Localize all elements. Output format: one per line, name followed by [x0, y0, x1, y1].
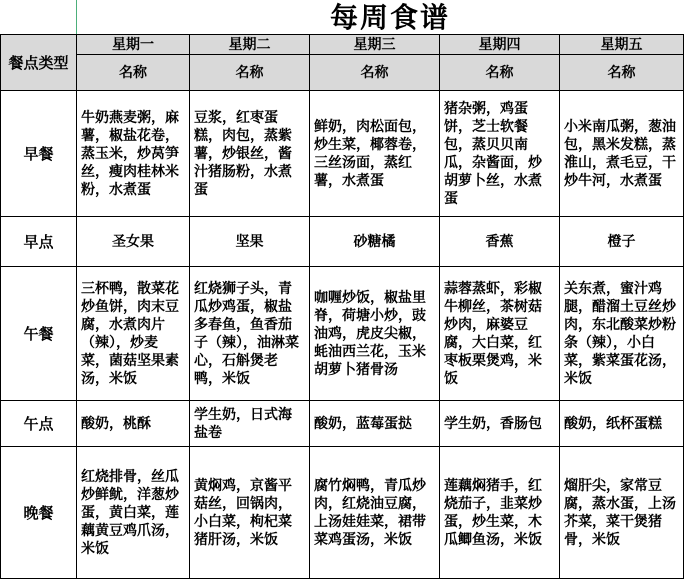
- day-header-tue: 星期二: [190, 35, 310, 55]
- menu-cell: 熘肝尖，家常豆腐，蒸水蛋，上汤芥菜，菜干煲猪骨，米饭: [560, 447, 684, 579]
- breakfast-row: [1, 91, 684, 217]
- name-header-row: [1, 55, 684, 91]
- name-header: 名称: [190, 55, 310, 91]
- meal-label-morning-snack: 早点: [1, 217, 77, 267]
- menu-cell: 橙子: [560, 217, 684, 267]
- meal-label-afternoon-snack: 午点: [1, 401, 77, 447]
- day-header-row: [1, 35, 684, 55]
- menu-cell: 小米南瓜粥，葱油包，黑米发糕，蒸淮山，煮毛豆，干炒牛河，水煮蛋: [560, 91, 684, 217]
- menu-cell: 学生奶，日式海盐卷: [190, 401, 310, 447]
- meal-label-dinner: 晚餐: [1, 447, 77, 579]
- menu-cell: 学生奶，香肠包: [440, 401, 560, 447]
- menu-cell: 关东煮，蜜汁鸡腿，醋溜土豆丝炒肉，东北酸菜炒粉条（辣），小白菜，紫菜蛋花汤，米饭: [560, 267, 684, 401]
- menu-cell: 三杯鸭，散菜花炒鱼饼，肉末豆腐，水煮肉片（辣），炒麦菜，菌菇坚果素汤，米饭: [77, 267, 190, 401]
- menu-cell: 鲜奶，肉松面包，炒生菜，椰蓉卷，三丝汤面，蒸红薯，水煮蛋: [310, 91, 440, 217]
- menu-cell: 猪杂粥，鸡蛋饼，芝士软餐包，蒸贝贝南瓜，杂酱面，炒胡萝卜丝，水煮蛋: [440, 91, 560, 217]
- menu-cell: 酸奶，桃酥: [77, 401, 190, 447]
- menu-cell: 莲藕焖猪手，红烧茄子，韭菜炒蛋，炒生菜，木瓜鲫鱼汤，米饭: [440, 447, 560, 579]
- meal-label-lunch: 午餐: [1, 267, 77, 401]
- grid-line: [76, 0, 77, 34]
- morning-snack-row: [1, 217, 684, 267]
- menu-cell: 圣女果: [77, 217, 190, 267]
- afternoon-snack-row: [1, 401, 684, 447]
- menu-cell: 砂糖橘: [310, 217, 440, 267]
- menu-cell: 红烧排骨，丝瓜炒鲜鱿，洋葱炒蛋，黄白菜，莲藕黄豆鸡爪汤，米饭: [77, 447, 190, 579]
- menu-cell: 香蕉: [440, 217, 560, 267]
- dinner-row: [1, 447, 684, 579]
- menu-cell: 黄焖鸡，京酱平菇丝，回锅肉，小白菜，枸杞菜猪肝汤，米饭: [190, 447, 310, 579]
- menu-cell: 坚果: [190, 217, 310, 267]
- menu-cell: 腐竹焖鸭，青瓜炒肉，红烧油豆腐，上汤娃娃菜，裙带菜鸡蛋汤，米饭: [310, 447, 440, 579]
- day-header-wed: 星期三: [310, 35, 440, 55]
- name-header: 名称: [440, 55, 560, 91]
- day-header-mon: 星期一: [77, 35, 190, 55]
- lunch-row: [1, 267, 684, 401]
- menu-cell: 豆浆，红枣蛋糕，肉包，蒸紫薯，炒银丝，酱汁猪肠粉，水煮蛋: [190, 91, 310, 217]
- meal-label-breakfast: 早餐: [1, 91, 77, 217]
- name-header: 名称: [77, 55, 190, 91]
- day-header-fri: 星期五: [560, 35, 684, 55]
- menu-table: [0, 34, 684, 579]
- menu-cell: 蒜蓉蒸虾，彩椒牛柳丝，茶树菇炒肉，麻婆豆腐，大白菜，红枣板栗煲鸡，米饭: [440, 267, 560, 401]
- menu-cell: 咖喱炒饭，椒盐里脊，荷塘小炒，豉油鸡，虎皮尖椒，蚝油西兰花，玉米胡萝卜猪骨汤: [310, 267, 440, 401]
- name-header: 名称: [560, 55, 684, 91]
- page-title: 每周食谱: [330, 1, 451, 34]
- menu-cell: 酸奶，蓝莓蛋挞: [310, 401, 440, 447]
- name-header: 名称: [310, 55, 440, 91]
- menu-cell: 红烧狮子头，青瓜炒鸡蛋，椒盐多春鱼，鱼香茄子（辣），油淋菜心，石斛煲老鸭，米饭: [190, 267, 310, 401]
- menu-cell: 酸奶，纸杯蛋糕: [560, 401, 684, 447]
- menu-cell: 牛奶燕麦粥，麻薯，椒盐花卷，蒸玉米，炒莴笋丝，瘦肉桂林米粉，水煮蛋: [77, 91, 190, 217]
- day-header-thu: 星期四: [440, 35, 560, 55]
- meal-type-header: 餐点类型: [1, 35, 77, 91]
